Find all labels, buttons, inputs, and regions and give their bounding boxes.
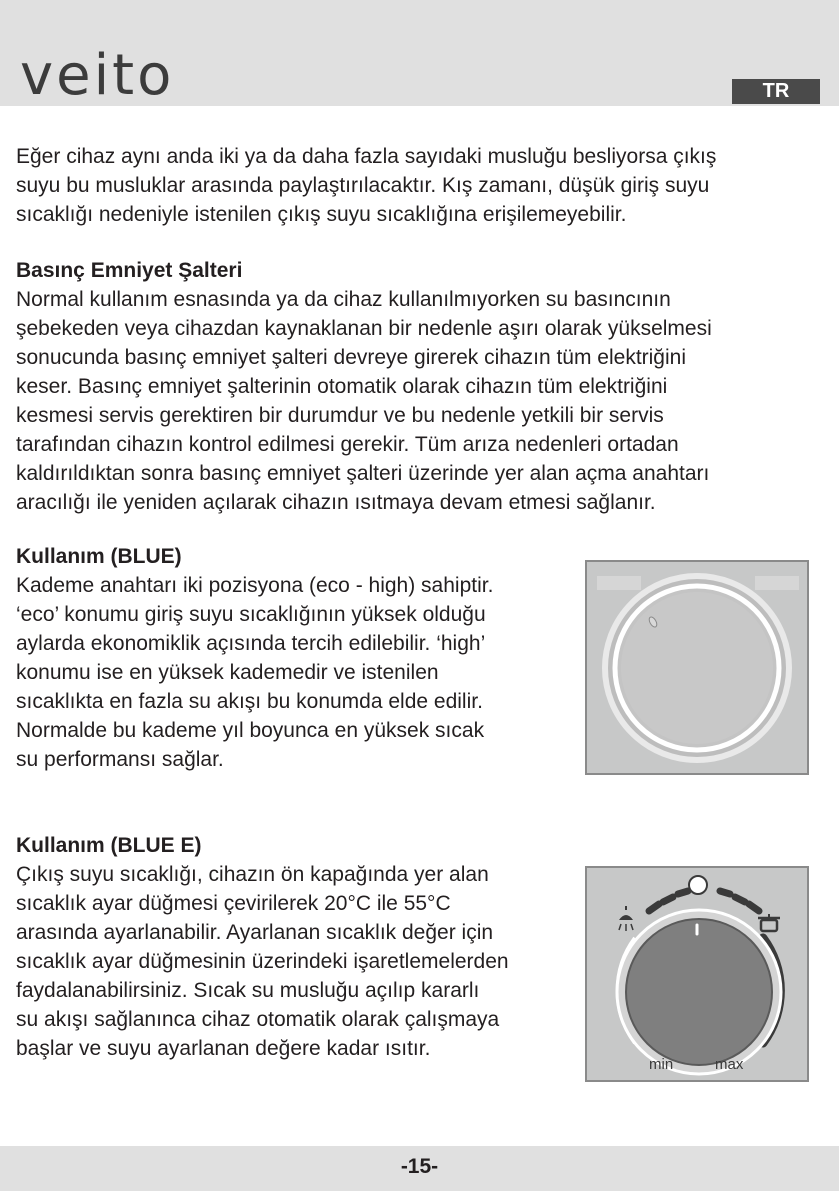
text-line: Eğer cihaz aynı anda iki ya da daha fazla sayıdaki musluğu besliyorsa çıkış	[16, 145, 717, 168]
blue-e-thermostat-image	[585, 866, 809, 1082]
text-line: sıcaklık ayar düğmesi çevirilerek 20°C ile 55°C	[16, 892, 451, 915]
knob	[626, 919, 772, 1065]
text-line: sıcaklık ayar düğmesinin üzerindeki işaretlemelerden	[16, 950, 509, 973]
text-line: ‘eco’ konumu giriş suyu sıcaklığının yüksek olduğu	[16, 603, 486, 626]
text-line: konumu ise en yüksek kademedir ve istenilen	[16, 661, 439, 684]
text-line: faydalanabilirsiniz. Sıcak su musluğu açılıp kararlı	[16, 979, 480, 1002]
usage-blue-heading: Kullanım (BLUE)	[16, 545, 182, 568]
blue-switch-image	[585, 560, 809, 775]
text-line: şebekeden veya cihazdan kaynaklanan bir nedenle aşırı olarak yükselmesi	[16, 317, 712, 340]
pot-icon	[758, 914, 780, 931]
text-line: aylarda ekonomiklik açısında tercih edilebilir. ‘high’	[16, 632, 486, 655]
intro-paragraph	[16, 142, 716, 229]
pressure-switch-heading: Basınç Emniyet Şalteri	[16, 259, 243, 282]
scale-dash	[678, 891, 688, 894]
text-line: aracılığı ile yeniden açılarak cihazın ısıtmaya devam etmesi sağlanır.	[16, 491, 656, 514]
scale-dash	[749, 904, 759, 911]
text-line: kesmesi servis gerektiren bir durumdur ve bu nedenle yetkili bir servis	[16, 404, 664, 427]
text-line: arasında ayarlanabilir. Ayarlanan sıcaklık değer için	[16, 921, 494, 944]
usage-blue-paragraph	[16, 571, 493, 774]
scale-dash	[735, 897, 745, 902]
text-line: sonucunda basınç emniyet şalteri devreye girerek cihazın tüm elektriğini	[16, 346, 687, 369]
blue-switch-dial	[587, 562, 807, 773]
scale-dash	[663, 897, 673, 902]
page-number: -15-	[400, 1155, 439, 1178]
text-line: tarafından cihazın kontrol edilmesi gerekir. Tüm arıza nedenleri ortadan	[16, 433, 679, 456]
panel-mark-left	[597, 576, 641, 590]
text-line: Çıkış suyu sıcaklığı, cihazın ön kapağında yer alan	[16, 863, 489, 886]
shower-icon	[619, 906, 633, 931]
pressure-switch-paragraph	[16, 285, 712, 517]
temperature-scale-dashes	[649, 891, 759, 911]
scale-dash	[720, 891, 730, 894]
brand-logo: veito	[20, 43, 175, 108]
text-line: su performansı sağlar.	[16, 748, 224, 771]
text-line: kaldırıldıktan sonra basınç emniyet şalteri üzerinde yer alan açma anahtarı	[16, 462, 710, 485]
scale-dash	[649, 904, 659, 911]
text-line: su akışı sağlanınca cihaz otomatik olarak çalışmaya	[16, 1008, 500, 1031]
text-line: keser. Basınç emniyet şalterinin otomatik olarak cihazın tüm elektriğini	[16, 375, 668, 398]
language-badge: TR	[732, 79, 820, 104]
text-line: suyu bu musluklar arasında paylaştırılacaktır. Kış zamanı, düşük giriş suyu	[16, 174, 710, 197]
text-line: sıcaklıkta en fazla su akışı bu konumda elde edilir.	[16, 690, 483, 713]
thermostat-dial	[587, 868, 807, 1080]
usage-blue-e-heading: Kullanım (BLUE E)	[16, 834, 202, 857]
text-line: Normalde bu kademe yıl boyunca en yüksek sıcak	[16, 719, 485, 742]
dial-face	[621, 592, 773, 744]
panel-mark-right	[755, 576, 799, 590]
usage-blue-e-paragraph	[16, 860, 509, 1063]
page-header	[0, 0, 839, 106]
text-line: Normal kullanım esnasında ya da cihaz kullanılmıyorken su basıncının	[16, 288, 671, 311]
max-label: max	[715, 1056, 744, 1073]
indicator-lamp	[689, 876, 707, 894]
text-line: sıcaklığı nedeniyle istenilen çıkış suyu sıcaklığına erişilemeyebilir.	[16, 203, 627, 226]
text-line: başlar ve suyu ayarlanan değere kadar ısıtır.	[16, 1037, 431, 1060]
text-line: Kademe anahtarı iki pozisyona (eco - high) sahiptir.	[16, 574, 494, 597]
min-label: min	[649, 1056, 674, 1073]
